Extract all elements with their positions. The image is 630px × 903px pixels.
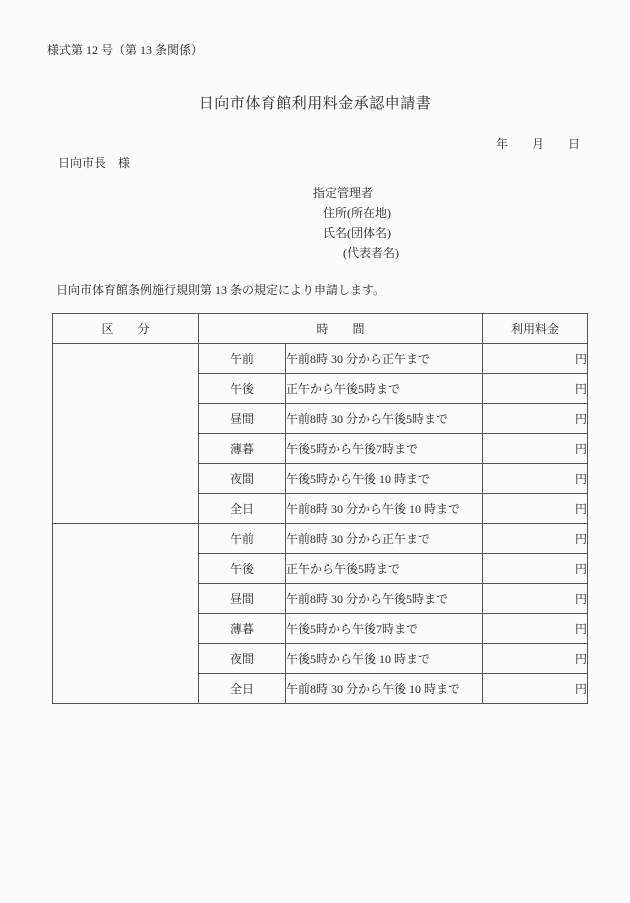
- time-cell: 午後5時から午後7時まで: [286, 434, 483, 464]
- applicant-designated-manager: 指定管理者: [313, 186, 374, 200]
- fee-cell: 円: [483, 554, 588, 584]
- applicant-representative: (代表者名): [343, 246, 399, 260]
- header-fee: 利用料金: [483, 314, 588, 344]
- fee-cell: 円: [483, 644, 588, 674]
- category-cell: [53, 344, 199, 524]
- form-number: 様式第 12 号（第 13 条関係）: [47, 43, 204, 57]
- period-cell: 午後: [199, 374, 286, 404]
- fee-cell: 円: [483, 524, 588, 554]
- period-cell: 全日: [199, 674, 286, 704]
- time-cell: 午前8時 30 分から午後5時まで: [286, 584, 483, 614]
- header-category: 区 分: [53, 314, 199, 344]
- time-cell: 午前8時 30 分から午後 10 時まで: [286, 674, 483, 704]
- fee-cell: 円: [483, 374, 588, 404]
- fee-cell: 円: [483, 674, 588, 704]
- period-cell: 全日: [199, 494, 286, 524]
- period-cell: 午前: [199, 344, 286, 374]
- period-cell: 薄暮: [199, 614, 286, 644]
- category-cell: [53, 524, 199, 704]
- application-statement: 日向市体育館条例施行規則第 13 条の規定により申請します。: [56, 283, 386, 297]
- period-cell: 午後: [199, 554, 286, 584]
- fee-table: [52, 313, 588, 704]
- fee-cell: 円: [483, 344, 588, 374]
- period-cell: 薄暮: [199, 434, 286, 464]
- period-cell: 夜間: [199, 464, 286, 494]
- table-row: [53, 344, 588, 374]
- table-header-row: [53, 314, 588, 344]
- fee-cell: 円: [483, 584, 588, 614]
- time-cell: 午後5時から午後7時まで: [286, 614, 483, 644]
- period-cell: 昼間: [199, 584, 286, 614]
- period-cell: 夜間: [199, 644, 286, 674]
- fee-cell: 円: [483, 494, 588, 524]
- header-time: 時 間: [199, 314, 483, 344]
- time-cell: 午前8時 30 分から午後5時まで: [286, 404, 483, 434]
- fee-cell: 円: [483, 404, 588, 434]
- time-cell: 午前8時 30 分から正午まで: [286, 344, 483, 374]
- page-title: 日向市体育館利用料金承認申請書: [198, 96, 432, 112]
- applicant-address: 住所(所在地): [323, 206, 391, 220]
- time-cell: 午前8時 30 分から正午まで: [286, 524, 483, 554]
- time-cell: 午前8時 30 分から午後 10 時まで: [286, 494, 483, 524]
- period-cell: 午前: [199, 524, 286, 554]
- addressee-line: 日向市長 様: [58, 156, 131, 170]
- time-cell: 正午から午後5時まで: [286, 374, 483, 404]
- fee-cell: 円: [483, 434, 588, 464]
- time-cell: 午後5時から午後 10 時まで: [286, 464, 483, 494]
- table-row: [53, 524, 588, 554]
- fee-cell: 円: [483, 614, 588, 644]
- date-line: 年 月 日: [495, 137, 580, 151]
- fee-cell: 円: [483, 464, 588, 494]
- time-cell: 正午から午後5時まで: [286, 554, 483, 584]
- applicant-name: 氏名(団体名): [323, 226, 391, 240]
- time-cell: 午後5時から午後 10 時まで: [286, 644, 483, 674]
- applicant-block: [313, 183, 399, 263]
- period-cell: 昼間: [199, 404, 286, 434]
